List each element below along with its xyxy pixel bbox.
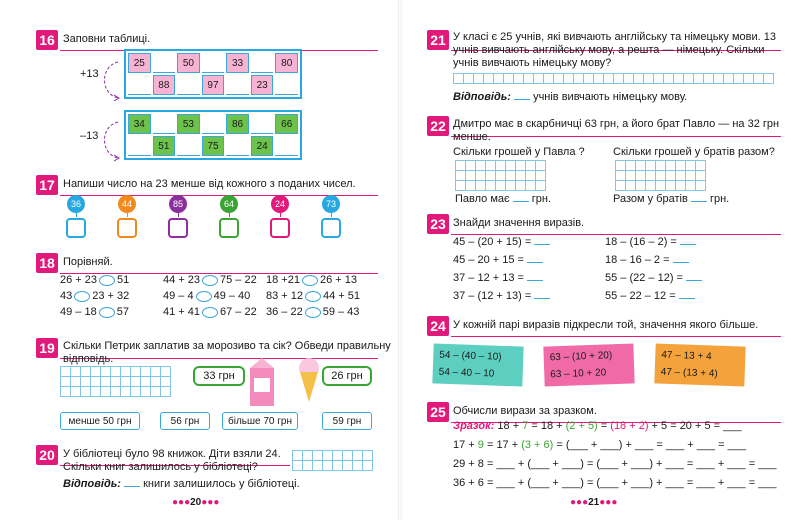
compare-right: 44 + 51 (323, 290, 361, 302)
table-blank[interactable] (177, 136, 200, 156)
table-cell: 23 (251, 75, 274, 95)
task-24-title: У кожній парі виразів підкресли той, значення якого більше. (453, 319, 759, 331)
task-19-title: Скільки Петрик заплатив за морозиво та сік? Обведи правильну (63, 340, 391, 352)
answer-line: Відповідь: книги залишилось у бібліотеці. (63, 478, 300, 490)
task-rule (451, 336, 781, 337)
answer-blank[interactable] (527, 280, 543, 281)
compare-oval[interactable] (99, 307, 115, 318)
card-expression-b[interactable]: 63 – 10 + 20 (550, 367, 607, 381)
task-18-title: Порівняй. (63, 256, 113, 268)
price-juice: 33 грн (193, 366, 245, 386)
task-number-18: 18 (36, 253, 58, 273)
task-number-20: 20 (36, 445, 58, 465)
squared-grid[interactable] (453, 73, 774, 84)
price-icecream: 26 грн (322, 366, 372, 386)
answer-box[interactable] (66, 218, 86, 238)
exercise-row[interactable]: 17 + 9 = 17 + (3 + 6) = (___ + ___) + ___ = ___ + ___ = ___ (453, 439, 746, 451)
compare-left: 36 – 22 (266, 306, 303, 318)
compare-right: 57 (116, 306, 129, 318)
expression[interactable] (453, 254, 543, 266)
answer-box[interactable] (168, 218, 188, 238)
number-pin: 24 (271, 195, 289, 213)
answer-box[interactable] (270, 218, 290, 238)
compare-right: 75 – 22 (220, 274, 257, 286)
table-cell: 51 (153, 136, 176, 156)
answer-option[interactable]: 59 грн (322, 412, 372, 430)
task-23-title: Знайди значення виразів. (453, 217, 585, 229)
table-cell: 25 (128, 53, 151, 73)
compare-left: 43 (60, 290, 73, 302)
compare-right: 59 – 43 (322, 306, 360, 318)
expression-card (543, 343, 634, 386)
arrow-icon (96, 118, 122, 162)
answer-pavlo: Павло має грн. (455, 193, 552, 205)
expression-text: 45 – 20 + 15 = (453, 254, 524, 266)
task-number-22: 22 (427, 116, 449, 136)
table-minus13 (124, 110, 302, 160)
task-20-line2: Скільки книг залишилось у бібліотеці? (63, 461, 258, 473)
task-number-16: 16 (36, 30, 58, 50)
pin-stem (331, 212, 332, 217)
expression-text: 18 – (16 – 2) = (605, 236, 677, 248)
task-25-title: Обчисли вирази за зразком. (453, 405, 597, 417)
compare-right: 49 – 40 (213, 290, 251, 302)
table-blank[interactable] (153, 53, 176, 73)
expression-text: 45 – (20 + 15) = (453, 236, 532, 248)
minus-label: –13 (80, 130, 99, 142)
compare-oval[interactable] (74, 291, 90, 302)
number-pin: 64 (220, 195, 238, 213)
expression-text: 37 – 12 + 13 = (453, 272, 524, 284)
answer-option[interactable]: менше 50 грн (60, 412, 140, 430)
number-pin: 44 (118, 195, 136, 213)
number-pin: 36 (67, 195, 85, 213)
right-page (405, 0, 800, 520)
arrow-icon (96, 58, 122, 102)
compare-item[interactable] (60, 274, 129, 286)
page-number: ●●●21●●● (570, 497, 618, 508)
compare-right: 26 + 13 (319, 274, 357, 286)
table-blank[interactable] (128, 136, 151, 156)
task-17-title: Напиши число на 23 менше від кожного з поданих чисел. (63, 178, 356, 190)
task-number-23: 23 (427, 214, 449, 234)
table-cell: 86 (226, 114, 249, 134)
table-cell: 53 (177, 114, 200, 134)
squared-grid[interactable] (60, 366, 171, 397)
task-16-title: Заповни таблиці. (63, 33, 151, 45)
card-expression-a[interactable]: 47 – 13 + 4 (661, 349, 712, 363)
exercise-row[interactable]: 36 + 6 = ___ + (___ + ___) = (___ + ___) + ___ = ___ + ___ = ___ (453, 477, 777, 489)
answer-blank[interactable] (527, 262, 543, 263)
card-expression-b[interactable]: 54 – 40 – 10 (438, 366, 495, 380)
answer-option[interactable]: 56 грн (160, 412, 210, 430)
card-expression-a[interactable]: 54 – (40 – 10) (439, 349, 502, 363)
answer-blank[interactable] (679, 298, 695, 299)
table-blank[interactable] (177, 75, 200, 95)
table-blank[interactable] (251, 114, 274, 134)
expression[interactable] (453, 290, 550, 302)
task-number-21: 21 (427, 30, 449, 50)
compare-item[interactable] (163, 306, 257, 318)
pin-stem (127, 212, 128, 217)
table-blank[interactable] (128, 75, 151, 95)
squared-grid[interactable] (455, 160, 546, 191)
number-pin: 85 (169, 195, 187, 213)
answer-box[interactable] (321, 218, 341, 238)
table-blank[interactable] (251, 53, 274, 73)
answer-blank[interactable] (680, 244, 696, 245)
table-cell: 34 (128, 114, 151, 134)
compare-oval[interactable] (302, 275, 318, 286)
compare-left: 26 + 23 (60, 274, 98, 286)
table-cell: 24 (251, 136, 274, 156)
squared-grid[interactable] (615, 160, 706, 191)
plus-label: +13 (80, 68, 99, 80)
task-number-25: 25 (427, 402, 449, 422)
table-blank[interactable] (275, 136, 298, 156)
compare-oval[interactable] (202, 307, 218, 318)
compare-right: 67 – 22 (220, 306, 257, 318)
number-pin: 73 (322, 195, 340, 213)
compare-oval[interactable] (305, 307, 321, 318)
compare-item[interactable] (266, 306, 359, 318)
task-19-title-2: відповідь. (63, 353, 114, 365)
answer-blank[interactable] (673, 262, 689, 263)
answer-blank[interactable] (686, 280, 702, 281)
expression[interactable] (605, 272, 702, 284)
compare-right: 51 (117, 274, 130, 286)
task-22-line1: Дмитро має в скарбничці 63 грн, а його брат Павло — на 32 грн (453, 118, 780, 130)
answer-box[interactable] (117, 218, 137, 238)
compare-item[interactable] (60, 290, 129, 302)
table-blank[interactable] (153, 114, 176, 134)
table-blank[interactable] (226, 136, 249, 156)
table-plus13 (124, 49, 302, 99)
table-blank[interactable] (275, 75, 298, 95)
compare-left: 41 + 41 (163, 306, 201, 318)
expression[interactable] (453, 236, 550, 248)
sample-row: Зразок: 18 + 7 = 18 + (2 + 5) = (18 + 2) + 5 = 20 + 5 = ___ (453, 420, 742, 432)
expression[interactable] (453, 272, 543, 284)
compare-item[interactable] (266, 290, 360, 302)
task-22-line2: менше. (453, 131, 491, 143)
compare-left: 49 – 4 (163, 290, 194, 302)
table-cell: 88 (153, 75, 176, 95)
table-blank[interactable] (202, 114, 225, 134)
expression[interactable] (605, 254, 689, 266)
compare-oval[interactable] (196, 291, 212, 302)
task-rule (451, 136, 781, 137)
task-rule (451, 234, 781, 235)
expression-card (432, 343, 523, 386)
pin-stem (229, 212, 230, 217)
table-cell: 97 (202, 75, 225, 95)
answer-option[interactable]: більше 70 грн (222, 412, 298, 430)
book-spine (398, 0, 402, 520)
compare-left: 18 +21 (266, 274, 300, 286)
compare-oval[interactable] (202, 275, 218, 286)
table-blank[interactable] (226, 75, 249, 95)
compare-left: 83 + 12 (266, 290, 304, 302)
compare-oval[interactable] (305, 291, 321, 302)
card-expression-a[interactable]: 63 – (10 + 20) (549, 350, 613, 364)
pin-stem (280, 212, 281, 217)
compare-item[interactable] (60, 306, 129, 318)
task-21-line3: учнів вивчають німецьку мову? (453, 57, 612, 69)
expression-text: 37 – (12 + 13) = (453, 290, 532, 302)
compare-item[interactable] (163, 290, 250, 302)
squared-grid[interactable] (292, 450, 373, 471)
compare-right: 23 + 32 (92, 290, 130, 302)
expression[interactable] (605, 236, 696, 248)
juice-box-icon (244, 356, 280, 408)
task-21-line1: У класі є 25 учнів, які вивчають англійську та німецьку мови. 13 (453, 31, 776, 43)
expression-text: 55 – 22 – 12 = (605, 290, 676, 302)
task-20-line1: У бібліотеці було 98 книжок. Діти взяли 24. (63, 448, 281, 460)
compare-item[interactable] (266, 274, 357, 286)
table-blank[interactable] (202, 53, 225, 73)
task-21-line2: учнів вивчають англійську мову, а решта — німецьку. Скільки (453, 44, 765, 56)
task-number-24: 24 (427, 316, 449, 336)
table-cell: 80 (275, 53, 298, 73)
answer-box[interactable] (219, 218, 239, 238)
table-cell: 50 (177, 53, 200, 73)
compare-oval[interactable] (99, 275, 115, 286)
ice-cream-icon (296, 356, 322, 406)
left-page (0, 0, 395, 520)
answer-blank[interactable] (534, 298, 550, 299)
task-number-19: 19 (36, 338, 58, 358)
card-expression-b[interactable]: 47 – (13 + 4) (660, 366, 718, 380)
exercise-row[interactable]: 29 + 8 = ___ + (___ + ___) = (___ + ___) + ___ = ___ + ___ = ___ (453, 458, 777, 470)
answer-line: Відповідь: учнів вивчають німецьку мову. (453, 91, 688, 103)
answer-blank[interactable] (534, 244, 550, 245)
compare-left: 49 – 18 (60, 306, 97, 318)
expression-text: 55 – (22 – 12) = (605, 272, 683, 284)
expression-card (654, 343, 745, 386)
expression[interactable] (605, 290, 695, 302)
pin-stem (76, 212, 77, 217)
task-number-17: 17 (36, 175, 58, 195)
table-cell: 66 (275, 114, 298, 134)
pin-stem (178, 212, 179, 217)
expression-text: 18 – 16 – 2 = (605, 254, 670, 266)
compare-left: 44 + 23 (163, 274, 201, 286)
question-pavlo: Скільки грошей у Павла ? (453, 146, 585, 158)
table-cell: 33 (226, 53, 249, 73)
table-cell: 75 (202, 136, 225, 156)
page-number: ●●●20●●● (172, 497, 220, 508)
compare-item[interactable] (163, 274, 257, 286)
question-total: Скільки грошей у братів разом? (613, 146, 775, 158)
answer-total: Разом у братів грн. (613, 193, 730, 205)
